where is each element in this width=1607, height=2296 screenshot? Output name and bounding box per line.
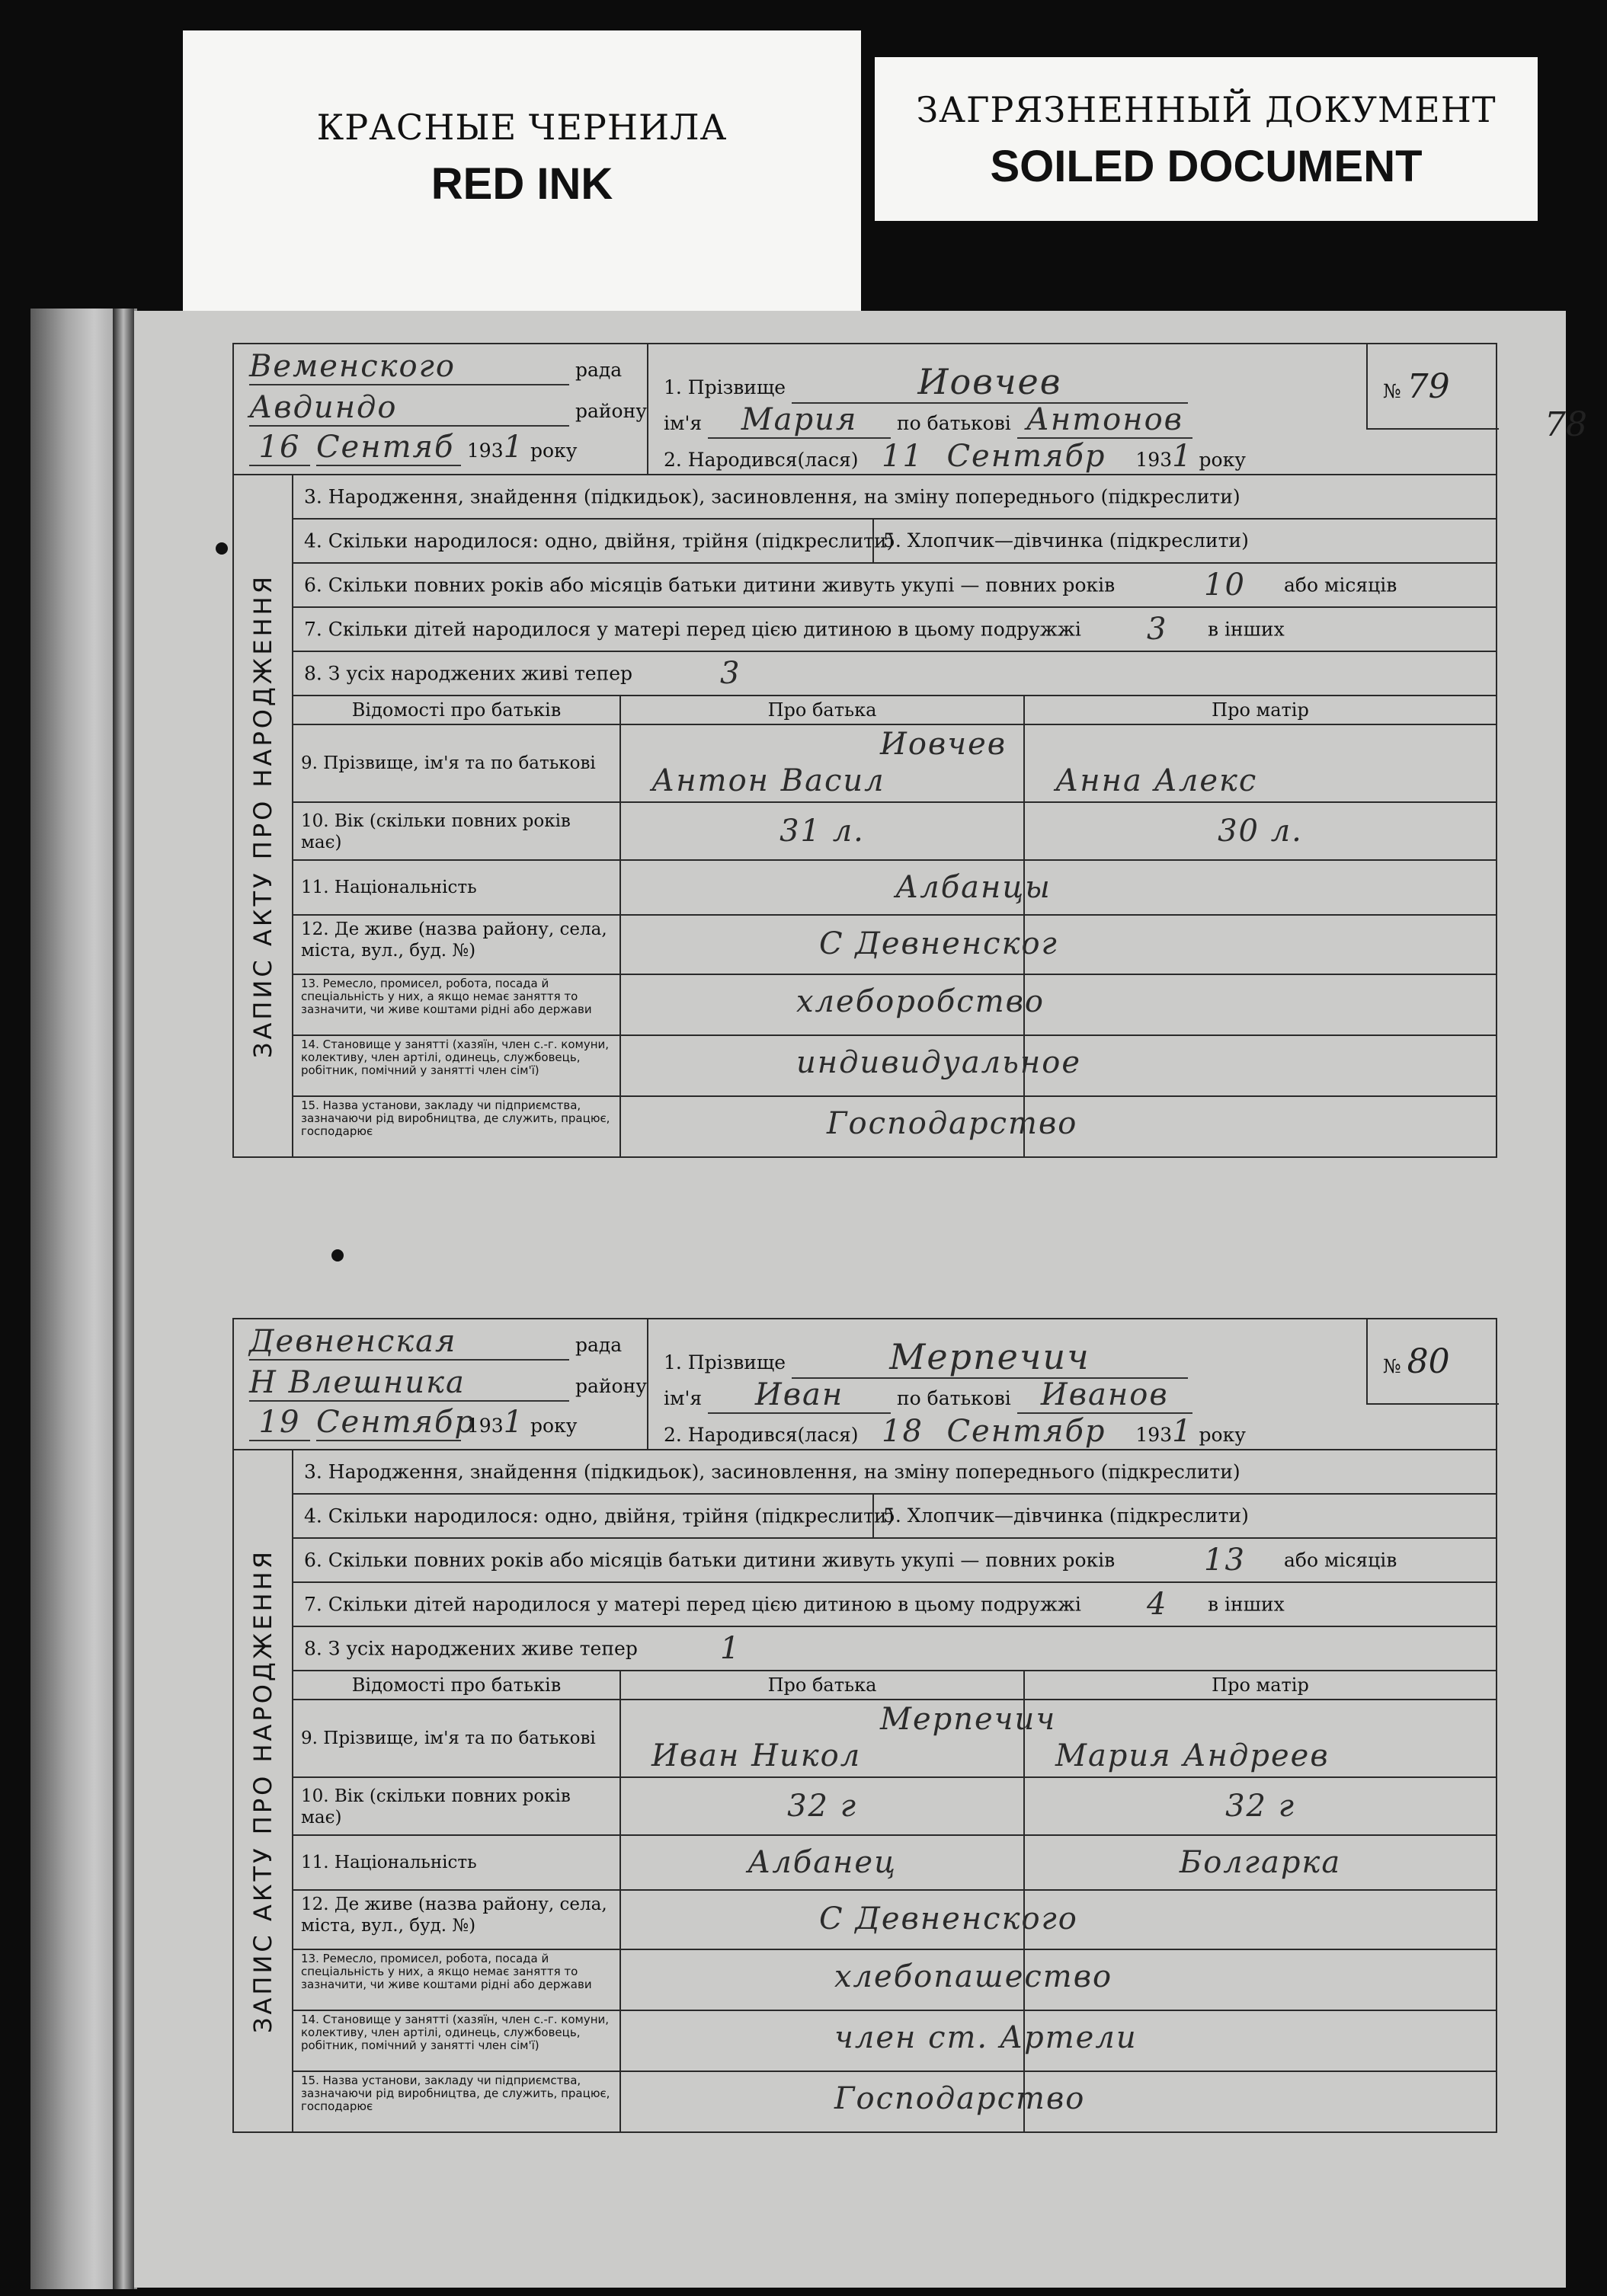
status: член ст. Артели <box>834 2020 1138 2055</box>
side-title <box>234 475 293 1156</box>
row-8: 8. З усіх народжених живе тепер <box>304 1637 638 1660</box>
registry-office-block <box>234 1319 648 1449</box>
year-digit: 1 <box>503 430 525 465</box>
q9-label: 9. Прізвище, ім'я та по батькові <box>293 725 621 803</box>
rada-label: рада <box>575 1334 623 1356</box>
row-5: 5. Хлопчик—дівчинка (підкреслити) <box>872 520 1249 562</box>
q13-label: 13. Ремесло, промисел, робота, посада й спеціальність у них, а якщо немає заняття то зазначити, чи живе коштами рідні або держави <box>293 975 621 1036</box>
month-value: Сентябр <box>315 1405 476 1440</box>
q15-label: 15. Назва установи, закладу чи підприємства, зазначаючи рід виробництва, де служить, працює, господарює <box>293 2072 621 2131</box>
surname-value: Мерпечич <box>792 1336 1188 1379</box>
month-value: Сентяб <box>316 430 461 466</box>
registry-office-block <box>234 344 648 474</box>
q14-label: 14. Становище у занятті (хазяїн, член с.-г. комуни, колективу, член артілі, одинець, службовець, робітник, помічний у занятті член сім'ї) <box>293 1036 621 1097</box>
name-label: ім'я <box>664 412 703 434</box>
mother-age: 30 л. <box>1218 814 1303 849</box>
father-surname: Иовчев <box>880 727 1007 762</box>
red-ink-label-ru: КРАСНЫЕ ЧЕРНИЛА <box>316 107 728 148</box>
side-title-text: ЗАПИС АКТУ ПРО НАРОДЖЕННЯ <box>248 574 277 1058</box>
row-4: 4. Скільки народилося: одно, двійня, трійня (підкреслити) <box>304 529 895 552</box>
row-6: 6. Скільки повних років або місяців батьки дитини живуть укупі — повних років <box>304 574 1116 596</box>
workplace: Господарство <box>827 1106 1078 1141</box>
birth-month-value: Сентябр <box>946 1414 1129 1450</box>
children-before-value: 3 <box>1147 612 1168 647</box>
q13-label: 13. Ремесло, промисел, робота, посада й спеціальність у них, а якщо немає заняття то зазначити, чи живе коштами рідні або держави <box>293 1950 621 2011</box>
father-surname: Мерпечич <box>880 1702 1057 1737</box>
birth-year-prefix: 193 <box>1135 1424 1173 1446</box>
alive-now-value: 3 <box>720 656 741 691</box>
q15-label: 15. Назва установи, закладу чи підприємства, зазначаючи рід виробництва, де служить, працює, господарює <box>293 1097 621 1156</box>
roku-label: року <box>530 1415 578 1437</box>
col-father-header: Про батька <box>621 696 1025 725</box>
district-value: Н Влешника <box>249 1365 569 1402</box>
occupation: хлебопашество <box>834 1959 1113 1994</box>
year-prefix: 193 <box>466 440 504 462</box>
birth-year-digit: 1 <box>1172 1414 1193 1449</box>
col-mother-header: Про матір <box>1025 1671 1496 1700</box>
parents-table <box>293 1671 1496 2131</box>
q12-label: 12. Де живе (назва району, села, міста, вул., буд. №) <box>293 1891 621 1950</box>
alive-now-value: 1 <box>720 1631 741 1666</box>
nationality: Албанцы <box>895 870 1052 905</box>
father-age: 31 л. <box>779 814 865 849</box>
patronymic-label: по батькові <box>897 412 1011 434</box>
birth-day-value: 18 <box>864 1414 940 1450</box>
child-identity-block <box>648 1319 1366 1449</box>
q10-label: 10. Вік (скільки повних років має) <box>293 1778 621 1836</box>
rayonu-label: району <box>575 400 647 422</box>
name-value: Мария <box>708 402 891 439</box>
council-value: Веменского <box>249 349 569 385</box>
name-value: Иван <box>708 1377 891 1414</box>
row-6-tail: або місяців <box>1284 1549 1397 1572</box>
row-7-tail: в інших <box>1208 1593 1285 1616</box>
father-name: Антон Васил <box>651 763 885 798</box>
birth-record-form-2 <box>232 1318 1497 2133</box>
record-number-side: 78 <box>1545 405 1587 444</box>
patronymic-value: Антонов <box>1017 402 1192 439</box>
workplace: Господарство <box>834 2081 1086 2116</box>
record-number: 80 <box>1407 1342 1450 1381</box>
children-before-value: 4 <box>1147 1587 1168 1622</box>
day-value: 19 <box>249 1405 310 1441</box>
record-number: 79 <box>1407 367 1450 406</box>
binding-edge <box>113 309 134 2289</box>
mother-name: Мария Андреев <box>1055 1738 1330 1773</box>
form-body <box>232 474 1497 1158</box>
child-identity-block <box>648 344 1366 474</box>
father-age: 32 г <box>787 1789 857 1824</box>
q12-label: 12. Де живе (назва району, села, міста, вул., буд. №) <box>293 916 621 975</box>
soiled-document-label-card <box>875 57 1538 221</box>
mother-name: Анна Алекс <box>1055 763 1258 798</box>
col-mother-header: Про матір <box>1025 696 1496 725</box>
day-value: 16 <box>249 430 310 466</box>
roku-label: року <box>530 440 578 462</box>
status: индивидуальное <box>796 1045 1082 1080</box>
row-8: 8. З усіх народжених живі тепер <box>304 662 633 685</box>
row-3: 3. Народження, знайдення (підкидьок), засиновлення, на зміну попереднього (підкреслити) <box>304 485 1240 508</box>
soiled-label-en: SOILED DOCUMENT <box>990 142 1423 191</box>
row-5: 5. Хлопчик—дівчинка (підкреслити) <box>872 1495 1249 1537</box>
q10-label: 10. Вік (скільки повних років має) <box>293 803 621 861</box>
row-4: 4. Скільки народилося: одно, двійня, трійня (підкреслити) <box>304 1505 895 1527</box>
patronymic-value: Иванов <box>1017 1377 1192 1414</box>
mother-nationality: Болгарка <box>1179 1845 1342 1880</box>
q11-label: 11. Національність <box>293 861 621 916</box>
red-ink-label-en: RED INK <box>431 159 613 209</box>
number-label: № <box>1383 1355 1401 1377</box>
years-together-value: 10 <box>1204 568 1246 603</box>
birth-day-value: 11 <box>864 439 940 475</box>
year-prefix: 193 <box>466 1415 504 1437</box>
mother-age: 32 г <box>1225 1789 1295 1824</box>
q14-label: 14. Становище у занятті (хазяїн, член с.-г. комуни, колективу, член артілі, одинець, службовець, робітник, помічний у занятті член сім'ї) <box>293 2011 621 2072</box>
number-label: № <box>1383 380 1401 402</box>
birth-year-digit: 1 <box>1172 439 1193 474</box>
born-label: 2. Народився(лася) <box>664 449 859 471</box>
residence: С Девненского <box>819 1901 1078 1936</box>
year-digit: 1 <box>503 1405 525 1440</box>
row-7-tail: в інших <box>1208 618 1285 641</box>
col-info-header: Відомості про батьків <box>293 1671 621 1700</box>
row-7: 7. Скільки дітей народилося у матері перед цією дитиною в цьому подружжі <box>304 1593 1081 1616</box>
q11-label: 11. Національність <box>293 1836 621 1891</box>
patronymic-label: по батькові <box>897 1387 1011 1409</box>
record-number-block <box>1366 344 1499 430</box>
name-label: ім'я <box>664 1387 703 1409</box>
surname-label: 1. Прізвище <box>664 376 786 398</box>
surname-label: 1. Прізвище <box>664 1351 786 1373</box>
col-info-header: Відомості про батьків <box>293 696 621 725</box>
form-header <box>232 1318 1497 1449</box>
form-body <box>232 1449 1497 2133</box>
soiled-label-ru: ЗАГРЯЗНЕННЫЙ ДОКУМЕНТ <box>916 89 1497 130</box>
punch-hole <box>216 542 228 555</box>
father-name: Иван Никол <box>651 1738 862 1773</box>
row-3: 3. Народження, знайдення (підкидьок), засиновлення, на зміну попереднього (підкреслити) <box>304 1460 1240 1483</box>
record-number-block <box>1366 1319 1499 1405</box>
side-title <box>234 1450 293 2131</box>
occupation: хлеборобство <box>796 984 1045 1019</box>
residence: С Девненског <box>819 926 1058 961</box>
punch-hole <box>331 1249 344 1262</box>
rayonu-label: району <box>575 1375 647 1397</box>
rada-label: рада <box>575 359 623 381</box>
surname-value: Иовчев <box>792 361 1188 404</box>
birth-roku-label: року <box>1199 449 1246 471</box>
red-ink-label-card <box>183 30 861 320</box>
row-6-tail: або місяців <box>1284 574 1397 596</box>
form-header <box>232 343 1587 474</box>
parents-table <box>293 696 1496 1156</box>
years-together-value: 13 <box>1204 1543 1246 1578</box>
row-6: 6. Скільки повних років або місяців батьки дитини живуть укупі — повних років <box>304 1549 1116 1572</box>
side-title-text: ЗАПИС АКТУ ПРО НАРОДЖЕННЯ <box>248 1549 277 2033</box>
father-nationality: Албанец <box>747 1845 897 1880</box>
col-father-header: Про батька <box>621 1671 1025 1700</box>
birth-month-value: Сентябр <box>946 439 1129 475</box>
birth-year-prefix: 193 <box>1135 449 1173 471</box>
birth-roku-label: року <box>1199 1424 1246 1446</box>
row-7: 7. Скільки дітей народилося у матері перед цією дитиною в цьому подружжі <box>304 618 1081 641</box>
district-value: Авдиндо <box>249 390 569 427</box>
birth-record-form-1 <box>232 343 1587 1158</box>
q9-label: 9. Прізвище, ім'я та по батькові <box>293 1700 621 1778</box>
born-label: 2. Народився(лася) <box>664 1424 859 1446</box>
council-value: Девненская <box>249 1324 569 1361</box>
